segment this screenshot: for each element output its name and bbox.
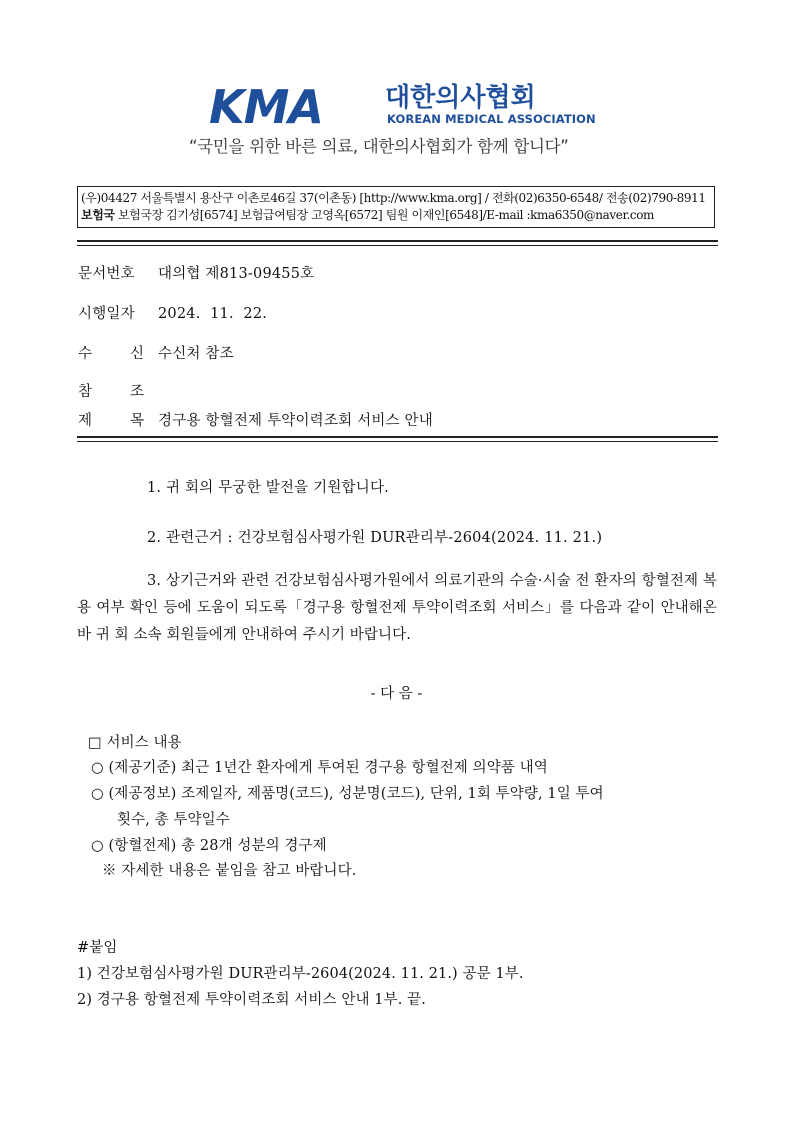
date-label: 시행일자 xyxy=(78,306,135,322)
service-item-2-cont: 횟수, 총 투약일수 xyxy=(117,812,230,828)
subject-label-b: 목 xyxy=(130,413,145,429)
contact-address: (우)04427 서울특별시 용산구 이촌로46길 37(이촌동) [http://www.kma.org] / 전화(02)6350-6548/ 전송(02)790-8911 xyxy=(81,191,706,205)
divider-text: - 다 음 - xyxy=(370,686,423,702)
subject-row xyxy=(78,409,433,430)
contact-box xyxy=(77,186,715,228)
attachment-2: 2) 경구용 항혈전제 투약이력조회 서비스 안내 1부. 끝. xyxy=(77,992,426,1008)
doc-number-row xyxy=(78,262,314,283)
paragraph-3: 3. 상기근거와 관련 건강보험심사평가원에서 의료기관의 수술·시술 전 환자의 항혈전제 복용 여부 확인 등에 도움이 되도록「경구용 항혈전제 투약이력조회 서비스」를 다음과 같이 안내해온바 귀 회 소속 회원들에게 안내하여 주시기 바랍니다. xyxy=(77,573,717,643)
paragraph-1: 1. 귀 회의 무궁한 발전을 기원합니다. xyxy=(147,480,389,496)
attachment-heading: #붙임 xyxy=(77,940,118,956)
recipient-value: 수신처 참조 xyxy=(158,346,234,362)
kma-logo-mark: KMA xyxy=(209,80,324,134)
recipient-label-a: 수 xyxy=(78,346,93,362)
service-item-3: ○ (항혈전제) 총 28개 성분의 경구제 xyxy=(91,838,327,854)
subject-divider xyxy=(77,436,718,442)
contact-department xyxy=(81,207,714,224)
date-value: 2024. 11. 22. xyxy=(158,306,268,322)
service-heading: □ 서비스 내용 xyxy=(88,735,182,751)
dept-contacts: 보험국장 김기성[6574] 보험급여팀장 고영옥[6572] 팀원 이재인[6548]/E-mail :kma6350@naver.com xyxy=(114,208,655,222)
recipient-label-b: 신 xyxy=(130,346,145,362)
reference-row xyxy=(78,380,158,401)
reference-label-b: 조 xyxy=(130,384,145,400)
service-item-2: ○ (제공정보) 조제일자, 제품명(코드), 성분명(코드), 단위, 1회 투약량, 1일 투여 xyxy=(91,786,604,802)
dept-label: 보험국 xyxy=(81,208,115,222)
doc-number-label: 문서번호 xyxy=(78,266,135,282)
attachment-1: 1) 건강보험심사평가원 DUR관리부-2604(2024. 11. 21.) 공문 1부. xyxy=(77,966,524,982)
header-divider xyxy=(77,240,718,246)
doc-number: 대의협 제813-09455호 xyxy=(158,266,315,282)
service-item-1: ○ (제공기준) 최근 1년간 환자에게 투여된 경구용 항혈전제 의약품 내역 xyxy=(91,760,548,776)
subject-label-a: 제 xyxy=(78,413,93,429)
paragraph-2: 2. 관련근거 : 건강보험심사평가원 DUR관리부-2604(2024. 11. 21.) xyxy=(147,530,603,546)
service-note: ※ 자세한 내용은 붙임을 참고 바랍니다. xyxy=(102,863,357,879)
org-name-korean: 대한의사협회 xyxy=(385,83,536,113)
recipient-row xyxy=(78,342,234,363)
date-row xyxy=(78,302,267,323)
letterhead-logo xyxy=(209,80,596,134)
org-name-english: KOREAN MEDICAL ASSOCIATION xyxy=(387,112,596,126)
subject-value: 경구용 항혈전제 투약이력조회 서비스 안내 xyxy=(158,413,433,429)
reference-label-a: 참 xyxy=(78,384,93,400)
slogan: “국민을 위한 바른 의료, 대한의사협회가 함께 합니다” xyxy=(189,137,569,156)
